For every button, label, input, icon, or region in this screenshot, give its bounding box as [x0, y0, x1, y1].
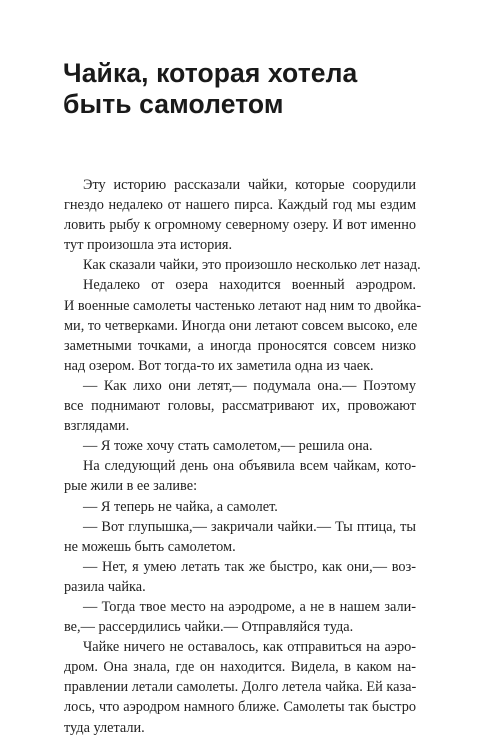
- text-line: Эту историю рассказали чайки, которые соорудили: [83, 177, 416, 193]
- chapter-title-line: быть самолетом: [63, 89, 284, 119]
- text-line: заметными точками, а иногда проносятся совсем низко: [64, 337, 416, 354]
- text-line: дром. Она знала, где он находится. Видела, в каком на-: [64, 659, 416, 676]
- text-line: рые жили в ее заливе:: [64, 478, 198, 495]
- text-line: гнездо недалеко от нашего пирса. Каждый год мы ездим: [64, 197, 416, 214]
- text-line: ми, то четверками. Иногда они летают совсем высоко, еле: [64, 317, 418, 334]
- text-line: тут произошла эта история.: [64, 237, 233, 254]
- text-line: разила чайка.: [64, 578, 146, 595]
- text-line: Недалеко от озера находится военный аэродром.: [83, 277, 416, 294]
- text-line: ве,— рассердились чайки.— Отправляйся туда.: [64, 619, 354, 636]
- text-line: Чайке ничего не оставалось, как отправиться на аэро-: [83, 639, 416, 656]
- text-line: — Как лихо они летят,— подумала она.— Поэтому: [83, 377, 416, 394]
- text-line: ловить рыбу к огромному северному озеру. И вот именно: [64, 217, 416, 234]
- chapter-body: [64, 175, 422, 738]
- text-line: — Я тоже хочу стать самолетом,— решила она.: [83, 438, 373, 455]
- text-line: над озером. Вот тогда-то их заметила одна из чаек.: [64, 357, 374, 374]
- chapter-title-line: Чайка, которая хотела: [63, 58, 358, 88]
- chapter-title: [63, 58, 423, 120]
- text-line: На следующий день она объявила всем чайкам, кото-: [83, 458, 416, 475]
- text-line: — Я теперь не чайка, а самолет.: [83, 498, 278, 515]
- text-line: Как сказали чайки, это произошло несколько лет назад.: [83, 257, 421, 274]
- text-line: — Нет, я умею летать так же быстро, как они,— воз-: [83, 558, 416, 575]
- text-line: туда улетали.: [64, 719, 145, 736]
- text-line: взглядами.: [64, 418, 130, 435]
- text-line: лось, что аэродром намного ближе. Самолеты так быстро: [64, 699, 416, 716]
- text-line: — Вот глупышка,— закричали чайки.— Ты птица, ты: [83, 518, 416, 535]
- text-line: И военные самолеты частенько летают над ним то двойка-: [64, 297, 422, 314]
- text-line: правлении летали самолеты. Долго летела чайка. Ей каза-: [64, 679, 417, 696]
- text-line: все поднимают головы, рассматривают их, провожают: [64, 398, 416, 415]
- text-line: не можешь быть самолетом.: [64, 538, 236, 555]
- text-line: — Тогда твое место на аэродроме, а не в нашем зали-: [83, 598, 416, 615]
